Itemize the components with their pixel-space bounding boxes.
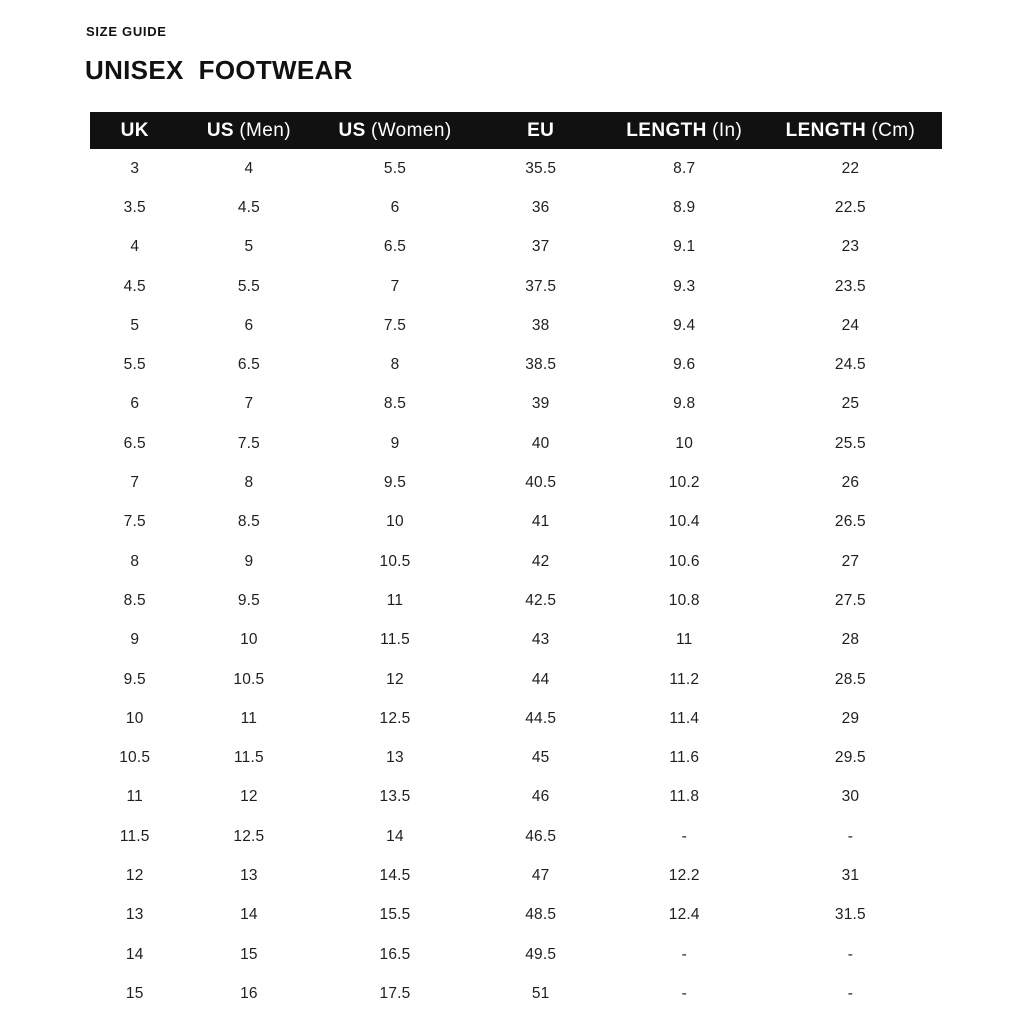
table-cell: 8 bbox=[130, 552, 140, 570]
table-cell: 26 bbox=[841, 474, 860, 492]
table-cell: 10.5 bbox=[379, 552, 411, 570]
table-cell: 14 bbox=[386, 827, 404, 845]
table-cell: 44.5 bbox=[525, 709, 557, 727]
table-cell: 8 bbox=[244, 474, 254, 492]
table-cell: 10.2 bbox=[668, 474, 700, 492]
table-cell: 7 bbox=[390, 277, 400, 295]
table-cell: 8.7 bbox=[673, 159, 696, 177]
table-cell: 51 bbox=[531, 984, 550, 1002]
table-cell: 8.5 bbox=[383, 395, 407, 413]
table-cell: 40.5 bbox=[525, 474, 557, 492]
table-cell: 11 bbox=[676, 631, 693, 649]
table-cell: 23.5 bbox=[834, 277, 866, 295]
table-cell: 10.8 bbox=[668, 591, 700, 609]
table-cell: 13 bbox=[125, 906, 144, 924]
table-cell: 15.5 bbox=[379, 906, 411, 924]
table-cell: - bbox=[847, 827, 854, 845]
table-cell: 15 bbox=[125, 984, 144, 1002]
table-cell: 28 bbox=[841, 631, 860, 649]
table-row bbox=[90, 188, 942, 227]
table-cell: 45 bbox=[531, 749, 550, 767]
table-cell: 9.4 bbox=[673, 316, 696, 334]
column-header-suffix: (Women) bbox=[370, 119, 452, 141]
table-cell: 38.5 bbox=[525, 356, 557, 374]
table-cell: 13 bbox=[240, 866, 258, 884]
table-row bbox=[90, 974, 942, 1013]
table-cell: 7 bbox=[130, 474, 140, 492]
table-cell: 10 bbox=[240, 631, 258, 649]
table-cell: 4 bbox=[130, 238, 140, 256]
table-cell: 3.5 bbox=[123, 198, 146, 216]
table-cell: 16.5 bbox=[379, 945, 411, 963]
table-cell: 3 bbox=[130, 159, 140, 177]
table-cell: 49.5 bbox=[525, 945, 557, 963]
table-row bbox=[90, 463, 942, 502]
table-cell: 9 bbox=[130, 631, 140, 649]
size-table-body bbox=[90, 149, 942, 1014]
table-cell: 27 bbox=[841, 552, 860, 570]
table-cell: 5 bbox=[130, 316, 140, 334]
table-row bbox=[90, 267, 942, 306]
table-cell: 11 bbox=[386, 591, 404, 609]
table-cell: 9.5 bbox=[123, 670, 146, 688]
column-header-label: LENGTH bbox=[626, 119, 707, 141]
table-cell: 6 bbox=[244, 316, 254, 334]
table-row bbox=[90, 778, 942, 817]
table-cell: 24.5 bbox=[834, 356, 866, 374]
table-cell: 11.8 bbox=[669, 788, 700, 806]
table-cell: 31.5 bbox=[834, 906, 866, 924]
table-cell: 35.5 bbox=[525, 159, 557, 177]
table-cell: 30 bbox=[841, 788, 860, 806]
table-cell: 7.5 bbox=[383, 316, 407, 334]
table-cell: 29 bbox=[841, 709, 860, 727]
table-row bbox=[90, 856, 942, 895]
table-cell: 11.5 bbox=[233, 749, 264, 767]
table-cell: 29.5 bbox=[834, 749, 866, 767]
table-cell: 40 bbox=[531, 434, 550, 452]
table-cell: 10 bbox=[386, 513, 404, 531]
table-cell: 42.5 bbox=[525, 591, 557, 609]
table-cell: 4.5 bbox=[237, 198, 260, 216]
table-cell: 13 bbox=[386, 749, 404, 767]
column-header-length-in bbox=[610, 112, 759, 149]
table-cell: 12.5 bbox=[379, 709, 411, 727]
table-cell: 8.5 bbox=[123, 591, 146, 609]
table-cell: 43 bbox=[531, 631, 550, 649]
table-cell: 14 bbox=[125, 945, 144, 963]
table-row bbox=[90, 542, 942, 581]
column-header-us-women bbox=[318, 112, 471, 149]
column-header-eu bbox=[472, 112, 610, 149]
table-cell: 10.5 bbox=[119, 749, 151, 767]
table-cell: 12 bbox=[386, 670, 404, 688]
table-row bbox=[90, 424, 942, 463]
table-row bbox=[90, 660, 942, 699]
table-cell: 31 bbox=[841, 866, 860, 884]
size-guide-table bbox=[90, 112, 942, 1014]
table-cell: 22 bbox=[841, 159, 860, 177]
table-row bbox=[90, 228, 942, 267]
table-cell: 4.5 bbox=[123, 277, 146, 295]
table-row bbox=[90, 149, 942, 188]
table-cell: 13.5 bbox=[379, 788, 411, 806]
table-cell: 25.5 bbox=[834, 434, 866, 452]
table-cell: 37.5 bbox=[525, 277, 557, 295]
table-cell: 11.5 bbox=[380, 631, 410, 649]
table-cell: 6.5 bbox=[123, 434, 146, 452]
table-cell: 8 bbox=[390, 356, 400, 374]
table-cell: 6.5 bbox=[237, 356, 260, 374]
table-cell: 5 bbox=[244, 238, 254, 256]
column-header-uk bbox=[90, 112, 179, 149]
table-cell: 23 bbox=[841, 238, 860, 256]
table-cell: - bbox=[681, 827, 687, 845]
column-header-label: UK bbox=[120, 119, 149, 141]
table-row bbox=[90, 581, 942, 620]
table-cell: 37 bbox=[531, 238, 550, 256]
table-cell: 27.5 bbox=[834, 591, 866, 609]
table-cell: 5.5 bbox=[123, 356, 146, 374]
table-cell: 10 bbox=[125, 709, 144, 727]
column-header-label: EU bbox=[527, 119, 555, 141]
table-cell: 10.4 bbox=[668, 513, 700, 531]
table-cell: 7.5 bbox=[123, 513, 146, 531]
table-cell: 7 bbox=[244, 395, 254, 413]
column-header-label: US bbox=[206, 119, 235, 141]
table-cell: 8.9 bbox=[673, 198, 696, 216]
table-cell: 22.5 bbox=[834, 198, 866, 216]
table-cell: 9.5 bbox=[237, 591, 260, 609]
table-row bbox=[90, 817, 942, 856]
table-cell: 11.5 bbox=[119, 827, 150, 845]
table-cell: 28.5 bbox=[834, 670, 866, 688]
table-cell: 42 bbox=[531, 552, 550, 570]
table-header bbox=[90, 112, 942, 149]
column-header-label: US bbox=[338, 119, 366, 141]
table-cell: - bbox=[681, 984, 687, 1002]
table-cell: 41 bbox=[531, 513, 550, 531]
table-row bbox=[90, 621, 942, 660]
column-header-suffix: (Men) bbox=[239, 119, 291, 141]
table-row bbox=[90, 738, 942, 777]
table-cell: 9.1 bbox=[673, 238, 696, 256]
table-row bbox=[90, 935, 942, 974]
table-cell: 14.5 bbox=[379, 866, 411, 884]
table-cell: 12.4 bbox=[668, 906, 700, 924]
table-cell: 15 bbox=[240, 945, 258, 963]
table-cell: 46 bbox=[531, 788, 550, 806]
table-cell: 6.5 bbox=[383, 238, 407, 256]
table-cell: 11.6 bbox=[669, 749, 700, 767]
table-cell: 10.6 bbox=[668, 552, 700, 570]
table-cell: 9.6 bbox=[673, 356, 696, 374]
column-header-suffix: (Cm) bbox=[871, 119, 916, 141]
table-row bbox=[90, 503, 942, 542]
table-row bbox=[90, 385, 942, 424]
table-cell: 6 bbox=[130, 395, 140, 413]
table-cell: 36 bbox=[531, 198, 550, 216]
table-cell: 25 bbox=[841, 395, 860, 413]
table-cell: 11 bbox=[126, 788, 143, 806]
table-cell: 10.5 bbox=[233, 670, 265, 688]
column-header-length-cm bbox=[759, 112, 942, 149]
page-title: UNISEX FOOTWEAR bbox=[85, 55, 353, 85]
table-cell: 12.5 bbox=[233, 827, 265, 845]
table-cell: 9 bbox=[390, 434, 400, 452]
table-cell: 26.5 bbox=[834, 513, 866, 531]
table-row bbox=[90, 699, 942, 738]
table-cell: 14 bbox=[240, 906, 258, 924]
table-cell: 4 bbox=[244, 159, 254, 177]
column-header-us-men bbox=[179, 112, 318, 149]
table-cell: 10 bbox=[675, 434, 694, 452]
table-cell: 44 bbox=[531, 670, 550, 688]
table-cell: 46.5 bbox=[525, 827, 557, 845]
table-cell: 9.5 bbox=[383, 474, 407, 492]
table-cell: 24 bbox=[841, 316, 860, 334]
table-header-row bbox=[90, 112, 942, 149]
table-row bbox=[90, 306, 942, 345]
table-cell: 9 bbox=[244, 552, 254, 570]
table-row bbox=[90, 896, 942, 935]
table-cell: 38 bbox=[531, 316, 550, 334]
table-cell: 11.2 bbox=[669, 670, 700, 688]
table-cell: 47 bbox=[531, 866, 550, 884]
column-header-suffix: (In) bbox=[712, 119, 743, 141]
table-row bbox=[90, 345, 942, 384]
table-cell: 11 bbox=[240, 709, 258, 727]
table-cell: 17.5 bbox=[379, 984, 411, 1002]
table-cell: 12 bbox=[125, 866, 144, 884]
table-cell: 12 bbox=[240, 788, 258, 806]
column-header-label: LENGTH bbox=[785, 119, 867, 141]
table-cell: 8.5 bbox=[237, 513, 260, 531]
table-cell: 5.5 bbox=[237, 277, 260, 295]
size-guide-label: SIZE GUIDE bbox=[86, 24, 167, 39]
table-cell: - bbox=[681, 945, 687, 963]
table-cell: - bbox=[847, 945, 854, 963]
table-cell: 9.3 bbox=[673, 277, 696, 295]
table-cell: 6 bbox=[390, 198, 400, 216]
table-cell: 7.5 bbox=[237, 434, 260, 452]
table-cell: 12.2 bbox=[668, 866, 700, 884]
table-cell: 16 bbox=[240, 984, 258, 1002]
table-cell: 5.5 bbox=[383, 159, 407, 177]
table-cell: 39 bbox=[531, 395, 550, 413]
table-cell: 11.4 bbox=[669, 709, 700, 727]
table-cell: 48.5 bbox=[525, 906, 557, 924]
table-cell: 9.8 bbox=[673, 395, 696, 413]
table-cell: - bbox=[847, 984, 854, 1002]
